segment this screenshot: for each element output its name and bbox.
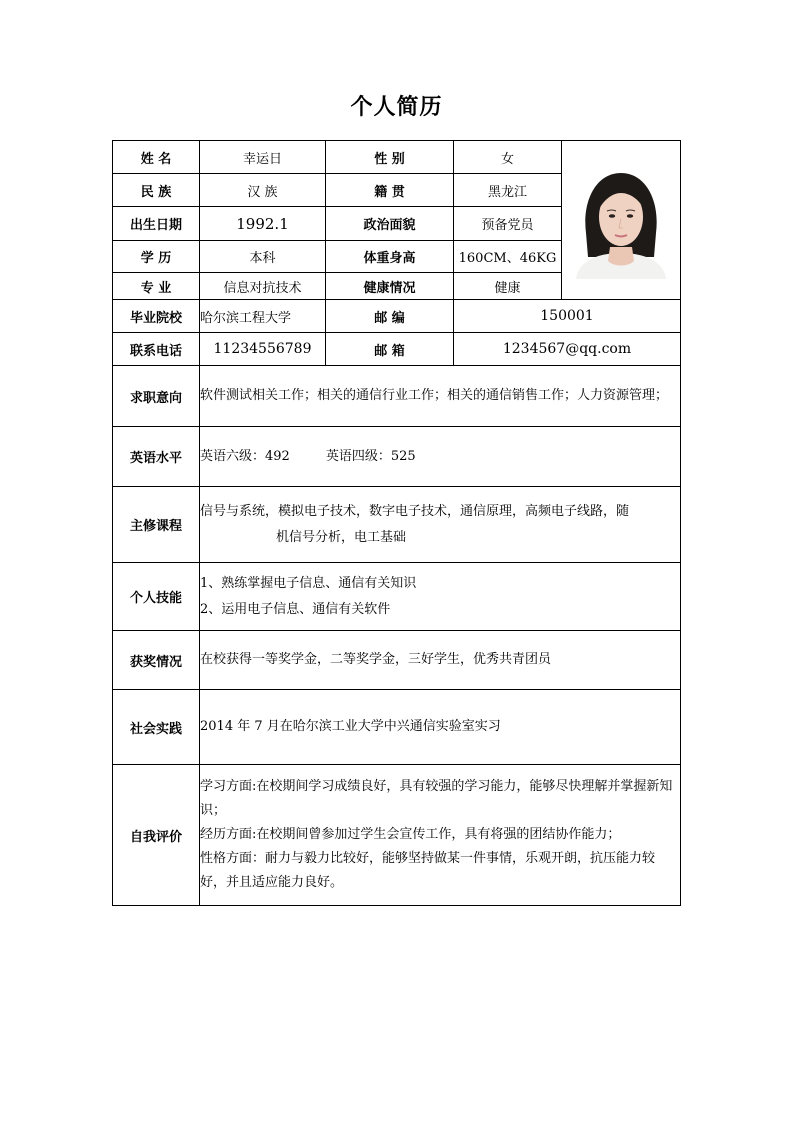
portrait-photo: [568, 161, 674, 279]
zip-value: 150001: [454, 300, 681, 333]
self-evaluation-value: [200, 765, 681, 906]
courses-line-2: 机信号分析，电工基础: [276, 529, 407, 545]
phone-label: 联系电话: [113, 333, 200, 366]
awards-value: 在校获得一等奖学金，二等奖学金，三好学生，优秀共青团员: [200, 631, 681, 690]
cet4-score: 英语四级：525: [325, 448, 416, 464]
ethnicity-value: 汉 族: [200, 174, 326, 207]
native-place-label: 籍 贯: [326, 174, 454, 207]
job-intent-label: 求职意向: [113, 366, 200, 427]
skill-item-2: 2、运用电子信息、通信有关软件: [200, 601, 391, 617]
phone-value: 11234556789: [200, 333, 326, 366]
skills-value: [200, 563, 681, 631]
self-eval-experience: 经历方面:在校期间曾参加过学生会宣传工作，具有将强的团结协作能力；: [200, 827, 621, 842]
social-practice-label: 社会实践: [113, 690, 200, 765]
awards-label: 获奖情况: [113, 631, 200, 690]
job-intent-value: 软件测试相关工作；相关的通信行业工作；相关的通信销售工作；人力资源管理；: [200, 366, 681, 427]
major-value: 信息对抗技术: [200, 273, 326, 300]
skill-item-1: 1、熟练掌握电子信息、通信有关知识: [200, 575, 417, 591]
political-status-label: 政治面貌: [326, 207, 454, 241]
name-label: 姓 名: [113, 141, 200, 174]
photo-cell: [562, 141, 681, 300]
gender-label: 性 别: [326, 141, 454, 174]
major-label: 专 业: [113, 273, 200, 300]
courses-line-1: 信号与系统，模拟电子技术，数字电子技术，通信原理，高频电子线路，随: [200, 503, 630, 519]
political-status-value: 预备党员: [454, 207, 562, 241]
school-label: 毕业院校: [113, 300, 200, 333]
school-value: 哈尔滨工程大学: [200, 300, 326, 333]
english-level-label: 英语水平: [113, 427, 200, 487]
zip-label: 邮 编: [326, 300, 454, 333]
self-eval-study: 学习方面:在校期间学习成绩良好，具有较强的学习能力，能够尽快理解并掌握新知识；: [200, 779, 673, 818]
weight-height-label: 体重身高: [326, 241, 454, 273]
birth-date-label: 出生日期: [113, 207, 200, 241]
page-title: 个人简历: [350, 95, 443, 120]
gender-value: 女: [454, 141, 562, 174]
name-value: 幸运日: [200, 141, 326, 174]
health-label: 健康情况: [326, 273, 454, 300]
weight-height-value: 160CM、46KG: [454, 241, 562, 273]
health-value: 健康: [454, 273, 562, 300]
education-label: 学 历: [113, 241, 200, 273]
ethnicity-label: 民 族: [113, 174, 200, 207]
birth-date-value: 1992.1: [200, 207, 326, 241]
native-place-value: 黑龙江: [454, 174, 562, 207]
cet6-score: 英语六级：492: [200, 448, 290, 464]
self-eval-personality: 性格方面：耐力与毅力比较好，能够坚持做某一件事情，乐观开朗，抗压能力较好，并且适应能力良好。: [200, 851, 656, 890]
resume-table: [112, 140, 681, 906]
self-evaluation-label: 自我评价: [113, 765, 200, 906]
courses-label: 主修课程: [113, 487, 200, 563]
english-level-value: [200, 427, 681, 487]
education-value: 本科: [200, 241, 326, 273]
email-value: 1234567@qq.com: [454, 333, 681, 366]
courses-value: [200, 487, 681, 563]
email-label: 邮 箱: [326, 333, 454, 366]
social-practice-value: 2014 年 7 月在哈尔滨工业大学中兴通信实验室实习: [200, 690, 681, 765]
skills-label: 个人技能: [113, 563, 200, 631]
